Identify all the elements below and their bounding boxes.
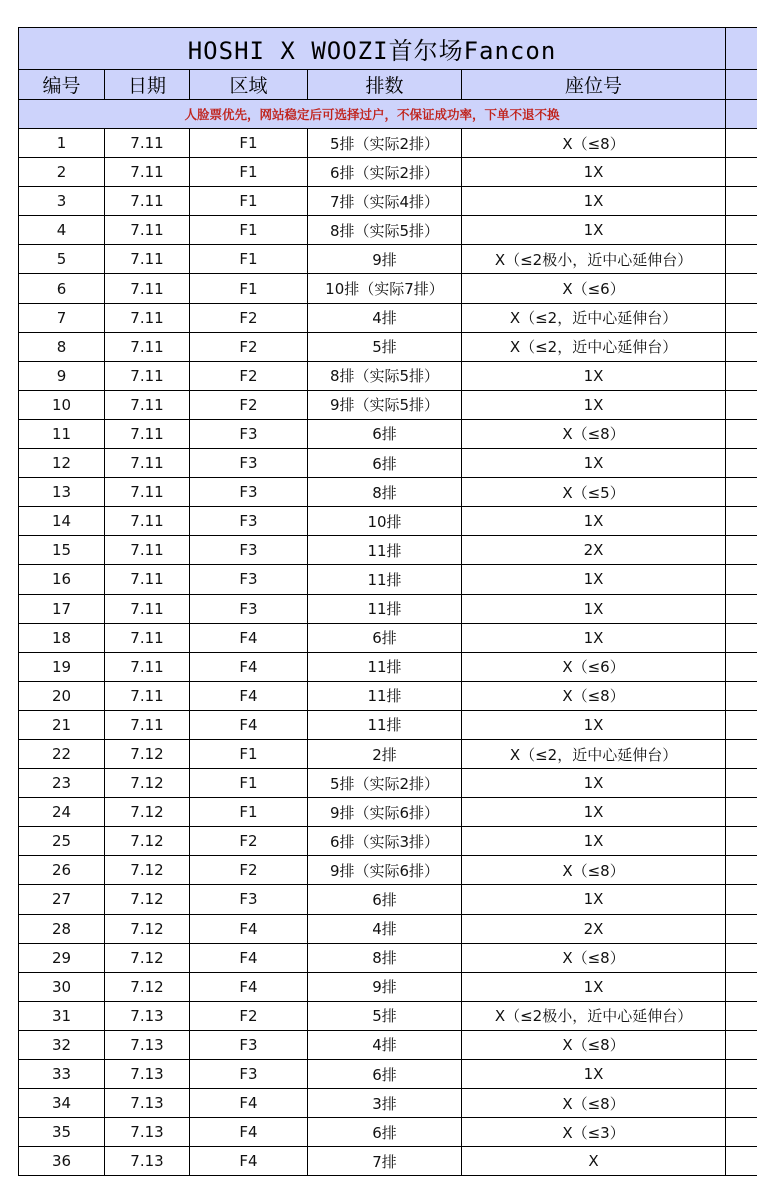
cell-seat: X（≤8） xyxy=(462,419,726,448)
table-row xyxy=(19,507,757,536)
cell-seat: 1X xyxy=(462,216,726,245)
cell-seat: X（≤8） xyxy=(462,856,726,885)
cell-row: 6排（实际3排） xyxy=(308,827,462,856)
table-row xyxy=(19,914,757,943)
cell-zone: F2 xyxy=(190,827,308,856)
cell-row: 8排 xyxy=(308,478,462,507)
blank-cell xyxy=(726,70,757,100)
cell-number: 23 xyxy=(19,769,105,798)
table-row xyxy=(19,652,757,681)
blank-cell xyxy=(726,943,757,972)
cell-row: 6排 xyxy=(308,1118,462,1147)
cell-row: 10排 xyxy=(308,507,462,536)
blank-cell xyxy=(726,303,757,332)
table-row xyxy=(19,332,757,361)
cell-row: 6排 xyxy=(308,449,462,478)
blank-cell xyxy=(726,390,757,419)
cell-row: 9排 xyxy=(308,972,462,1001)
cell-date: 7.13 xyxy=(105,1118,190,1147)
cell-row: 6排 xyxy=(308,885,462,914)
table-row xyxy=(19,187,757,216)
cell-number: 5 xyxy=(19,245,105,274)
blank-cell xyxy=(726,158,757,187)
table-row xyxy=(19,274,757,303)
cell-seat: 2X xyxy=(462,914,726,943)
blank-cell xyxy=(726,274,757,303)
cell-row: 7排（实际4排） xyxy=(308,187,462,216)
cell-zone: F3 xyxy=(190,885,308,914)
cell-number: 13 xyxy=(19,478,105,507)
cell-zone: F1 xyxy=(190,216,308,245)
cell-number: 18 xyxy=(19,623,105,652)
cell-row: 6排 xyxy=(308,419,462,448)
cell-zone: F2 xyxy=(190,361,308,390)
cell-seat: 1X xyxy=(462,1060,726,1089)
cell-seat: 1X xyxy=(462,565,726,594)
cell-zone: F1 xyxy=(190,187,308,216)
cell-number: 6 xyxy=(19,274,105,303)
cell-number: 21 xyxy=(19,710,105,739)
blank-cell xyxy=(726,623,757,652)
cell-date: 7.11 xyxy=(105,565,190,594)
cell-seat: 1X xyxy=(462,623,726,652)
cell-row: 8排（实际5排） xyxy=(308,361,462,390)
table-row xyxy=(19,361,757,390)
cell-zone: F4 xyxy=(190,681,308,710)
cell-row: 9排（实际6排） xyxy=(308,798,462,827)
blank-cell xyxy=(726,710,757,739)
cell-number: 3 xyxy=(19,187,105,216)
cell-zone: F4 xyxy=(190,623,308,652)
cell-row: 9排（实际6排） xyxy=(308,856,462,885)
table-row xyxy=(19,1001,757,1030)
cell-number: 32 xyxy=(19,1030,105,1059)
cell-number: 17 xyxy=(19,594,105,623)
blank-cell xyxy=(726,1089,757,1118)
cell-number: 16 xyxy=(19,565,105,594)
cell-number: 28 xyxy=(19,914,105,943)
cell-seat: X（≤8） xyxy=(462,943,726,972)
blank-cell xyxy=(726,652,757,681)
cell-row: 6排（实际2排） xyxy=(308,158,462,187)
cell-date: 7.11 xyxy=(105,361,190,390)
table-row xyxy=(19,565,757,594)
cell-zone: F1 xyxy=(190,798,308,827)
table-row xyxy=(19,769,757,798)
cell-seat: 1X xyxy=(462,769,726,798)
cell-zone: F1 xyxy=(190,769,308,798)
blank-cell xyxy=(726,739,757,768)
header-date: 日期 xyxy=(105,70,190,100)
cell-seat: 1X xyxy=(462,594,726,623)
cell-date: 7.11 xyxy=(105,390,190,419)
blank-cell xyxy=(726,507,757,536)
cell-number: 9 xyxy=(19,361,105,390)
table-row xyxy=(19,449,757,478)
cell-date: 7.13 xyxy=(105,1060,190,1089)
cell-row: 9排（实际5排） xyxy=(308,390,462,419)
table-row xyxy=(19,1118,757,1147)
cell-date: 7.11 xyxy=(105,129,190,158)
cell-seat: X（≤6） xyxy=(462,274,726,303)
cell-row: 6排 xyxy=(308,1060,462,1089)
cell-number: 11 xyxy=(19,419,105,448)
cell-seat: X（≤2，近中心延伸台） xyxy=(462,332,726,361)
cell-zone: F3 xyxy=(190,565,308,594)
cell-seat: 1X xyxy=(462,187,726,216)
cell-seat: 1X xyxy=(462,507,726,536)
cell-date: 7.11 xyxy=(105,652,190,681)
notice-text: 人脸票优先，网站稳定后可选择过户，不保证成功率，下单不退不换 xyxy=(19,100,726,129)
cell-date: 7.11 xyxy=(105,594,190,623)
cell-row: 6排 xyxy=(308,623,462,652)
cell-zone: F2 xyxy=(190,856,308,885)
cell-seat: X（≤2，近中心延伸台） xyxy=(462,303,726,332)
cell-date: 7.11 xyxy=(105,507,190,536)
table-row xyxy=(19,129,757,158)
cell-date: 7.12 xyxy=(105,856,190,885)
cell-date: 7.11 xyxy=(105,245,190,274)
cell-date: 7.11 xyxy=(105,681,190,710)
cell-number: 7 xyxy=(19,303,105,332)
header-row-number: 排数 xyxy=(308,70,462,100)
cell-seat: X xyxy=(462,1147,726,1176)
cell-date: 7.11 xyxy=(105,449,190,478)
cell-number: 27 xyxy=(19,885,105,914)
table-row xyxy=(19,710,757,739)
blank-cell xyxy=(726,885,757,914)
blank-cell xyxy=(726,361,757,390)
cell-date: 7.11 xyxy=(105,419,190,448)
table-row xyxy=(19,303,757,332)
cell-seat: 1X xyxy=(462,972,726,1001)
cell-number: 19 xyxy=(19,652,105,681)
cell-seat: X（≤2极小，近中心延伸台） xyxy=(462,1001,726,1030)
table-row xyxy=(19,681,757,710)
cell-zone: F4 xyxy=(190,943,308,972)
cell-zone: F4 xyxy=(190,914,308,943)
cell-zone: F4 xyxy=(190,652,308,681)
cell-number: 8 xyxy=(19,332,105,361)
cell-zone: F2 xyxy=(190,332,308,361)
cell-number: 34 xyxy=(19,1089,105,1118)
cell-zone: F2 xyxy=(190,1001,308,1030)
table-row xyxy=(19,623,757,652)
blank-cell xyxy=(726,478,757,507)
blank-cell xyxy=(726,129,757,158)
sheet-title: HOSHI X WOOZI首尔场Fancon xyxy=(19,28,726,70)
cell-zone: F1 xyxy=(190,158,308,187)
cell-number: 25 xyxy=(19,827,105,856)
table-row xyxy=(19,885,757,914)
cell-date: 7.12 xyxy=(105,914,190,943)
cell-row: 2排 xyxy=(308,739,462,768)
blank-cell xyxy=(726,769,757,798)
blank-cell xyxy=(726,1030,757,1059)
cell-date: 7.11 xyxy=(105,623,190,652)
cell-seat: 1X xyxy=(462,361,726,390)
cell-zone: F1 xyxy=(190,129,308,158)
cell-seat: X（≤2极小，近中心延伸台） xyxy=(462,245,726,274)
cell-row: 4排 xyxy=(308,303,462,332)
blank-cell xyxy=(726,28,757,70)
blank-cell xyxy=(726,245,757,274)
title-row xyxy=(19,28,757,70)
cell-number: 26 xyxy=(19,856,105,885)
cell-seat: X（≤8） xyxy=(462,681,726,710)
cell-number: 10 xyxy=(19,390,105,419)
blank-cell xyxy=(726,216,757,245)
header-row xyxy=(19,70,757,100)
cell-zone: F3 xyxy=(190,594,308,623)
cell-date: 7.11 xyxy=(105,216,190,245)
blank-cell xyxy=(726,681,757,710)
cell-seat: 1X xyxy=(462,885,726,914)
cell-number: 2 xyxy=(19,158,105,187)
table-row xyxy=(19,1030,757,1059)
blank-cell xyxy=(726,565,757,594)
cell-zone: F3 xyxy=(190,1060,308,1089)
table-row xyxy=(19,856,757,885)
cell-date: 7.11 xyxy=(105,478,190,507)
cell-number: 12 xyxy=(19,449,105,478)
cell-date: 7.13 xyxy=(105,1089,190,1118)
table-row xyxy=(19,536,757,565)
table-row xyxy=(19,390,757,419)
blank-cell xyxy=(726,1147,757,1176)
cell-row: 5排（实际2排） xyxy=(308,769,462,798)
cell-row: 3排 xyxy=(308,1089,462,1118)
table-row xyxy=(19,798,757,827)
cell-zone: F1 xyxy=(190,739,308,768)
cell-row: 11排 xyxy=(308,536,462,565)
cell-date: 7.12 xyxy=(105,769,190,798)
cell-seat: 1X xyxy=(462,158,726,187)
cell-date: 7.11 xyxy=(105,536,190,565)
cell-zone: F3 xyxy=(190,419,308,448)
cell-number: 35 xyxy=(19,1118,105,1147)
cell-number: 1 xyxy=(19,129,105,158)
cell-date: 7.12 xyxy=(105,972,190,1001)
cell-zone: F2 xyxy=(190,303,308,332)
cell-date: 7.12 xyxy=(105,827,190,856)
cell-seat: X（≤5） xyxy=(462,478,726,507)
cell-row: 5排（实际2排） xyxy=(308,129,462,158)
blank-cell xyxy=(726,972,757,1001)
table-row xyxy=(19,972,757,1001)
cell-date: 7.12 xyxy=(105,798,190,827)
cell-seat: 1X xyxy=(462,390,726,419)
cell-seat: X（≤6） xyxy=(462,652,726,681)
blank-cell xyxy=(726,419,757,448)
cell-date: 7.12 xyxy=(105,739,190,768)
cell-number: 36 xyxy=(19,1147,105,1176)
table-row xyxy=(19,739,757,768)
cell-seat: X（≤8） xyxy=(462,1089,726,1118)
cell-zone: F4 xyxy=(190,972,308,1001)
cell-date: 7.11 xyxy=(105,158,190,187)
cell-seat: 1X xyxy=(462,798,726,827)
table-row xyxy=(19,943,757,972)
cell-row: 9排 xyxy=(308,245,462,274)
header-number: 编号 xyxy=(19,70,105,100)
cell-zone: F4 xyxy=(190,1118,308,1147)
cell-row: 5排 xyxy=(308,332,462,361)
cell-row: 10排（实际7排） xyxy=(308,274,462,303)
table-row xyxy=(19,245,757,274)
table-body xyxy=(19,28,757,1176)
cell-seat: 1X xyxy=(462,449,726,478)
blank-cell xyxy=(726,594,757,623)
cell-number: 31 xyxy=(19,1001,105,1030)
blank-cell xyxy=(726,332,757,361)
cell-row: 4排 xyxy=(308,914,462,943)
cell-seat: X（≤2，近中心延伸台） xyxy=(462,739,726,768)
cell-zone: F3 xyxy=(190,449,308,478)
header-seat-number: 座位号 xyxy=(462,70,726,100)
table-row xyxy=(19,1060,757,1089)
cell-number: 30 xyxy=(19,972,105,1001)
blank-cell xyxy=(726,856,757,885)
cell-date: 7.11 xyxy=(105,710,190,739)
cell-row: 11排 xyxy=(308,710,462,739)
blank-cell xyxy=(726,449,757,478)
cell-seat: 1X xyxy=(462,827,726,856)
blank-cell xyxy=(726,187,757,216)
cell-zone: F4 xyxy=(190,1089,308,1118)
cell-seat: X（≤8） xyxy=(462,129,726,158)
cell-date: 7.13 xyxy=(105,1147,190,1176)
cell-number: 22 xyxy=(19,739,105,768)
cell-zone: F4 xyxy=(190,1147,308,1176)
cell-row: 11排 xyxy=(308,681,462,710)
blank-cell xyxy=(726,1118,757,1147)
cell-date: 7.12 xyxy=(105,943,190,972)
cell-zone: F1 xyxy=(190,245,308,274)
cell-number: 14 xyxy=(19,507,105,536)
cell-date: 7.11 xyxy=(105,187,190,216)
cell-date: 7.12 xyxy=(105,885,190,914)
cell-seat: 2X xyxy=(462,536,726,565)
header-zone: 区域 xyxy=(190,70,308,100)
cell-zone: F4 xyxy=(190,710,308,739)
cell-date: 7.13 xyxy=(105,1001,190,1030)
cell-date: 7.13 xyxy=(105,1030,190,1059)
blank-cell xyxy=(726,536,757,565)
cell-row: 11排 xyxy=(308,565,462,594)
blank-cell xyxy=(726,798,757,827)
table-row xyxy=(19,419,757,448)
cell-row: 7排 xyxy=(308,1147,462,1176)
cell-zone: F3 xyxy=(190,536,308,565)
cell-seat: X（≤8） xyxy=(462,1030,726,1059)
table-row xyxy=(19,827,757,856)
cell-date: 7.11 xyxy=(105,332,190,361)
blank-cell xyxy=(726,827,757,856)
cell-row: 5排 xyxy=(308,1001,462,1030)
cell-date: 7.11 xyxy=(105,303,190,332)
blank-cell xyxy=(726,1001,757,1030)
cell-number: 20 xyxy=(19,681,105,710)
table-row xyxy=(19,1089,757,1118)
blank-cell xyxy=(726,1060,757,1089)
cell-row: 11排 xyxy=(308,594,462,623)
cell-zone: F1 xyxy=(190,274,308,303)
table-row xyxy=(19,216,757,245)
cell-row: 8排（实际5排） xyxy=(308,216,462,245)
cell-row: 8排 xyxy=(308,943,462,972)
table-row xyxy=(19,594,757,623)
notice-row xyxy=(19,100,757,129)
table-row xyxy=(19,478,757,507)
cell-zone: F3 xyxy=(190,507,308,536)
cell-zone: F3 xyxy=(190,478,308,507)
cell-seat: X（≤3） xyxy=(462,1118,726,1147)
cell-number: 33 xyxy=(19,1060,105,1089)
cell-zone: F2 xyxy=(190,390,308,419)
cell-seat: 1X xyxy=(462,710,726,739)
table-row xyxy=(19,1147,757,1176)
cell-row: 11排 xyxy=(308,652,462,681)
cell-number: 29 xyxy=(19,943,105,972)
blank-cell xyxy=(726,100,757,129)
cell-number: 24 xyxy=(19,798,105,827)
ticket-seat-table xyxy=(18,27,757,1176)
cell-date: 7.11 xyxy=(105,274,190,303)
cell-zone: F3 xyxy=(190,1030,308,1059)
cell-number: 4 xyxy=(19,216,105,245)
cell-number: 15 xyxy=(19,536,105,565)
cell-row: 4排 xyxy=(308,1030,462,1059)
table-row xyxy=(19,158,757,187)
blank-cell xyxy=(726,914,757,943)
